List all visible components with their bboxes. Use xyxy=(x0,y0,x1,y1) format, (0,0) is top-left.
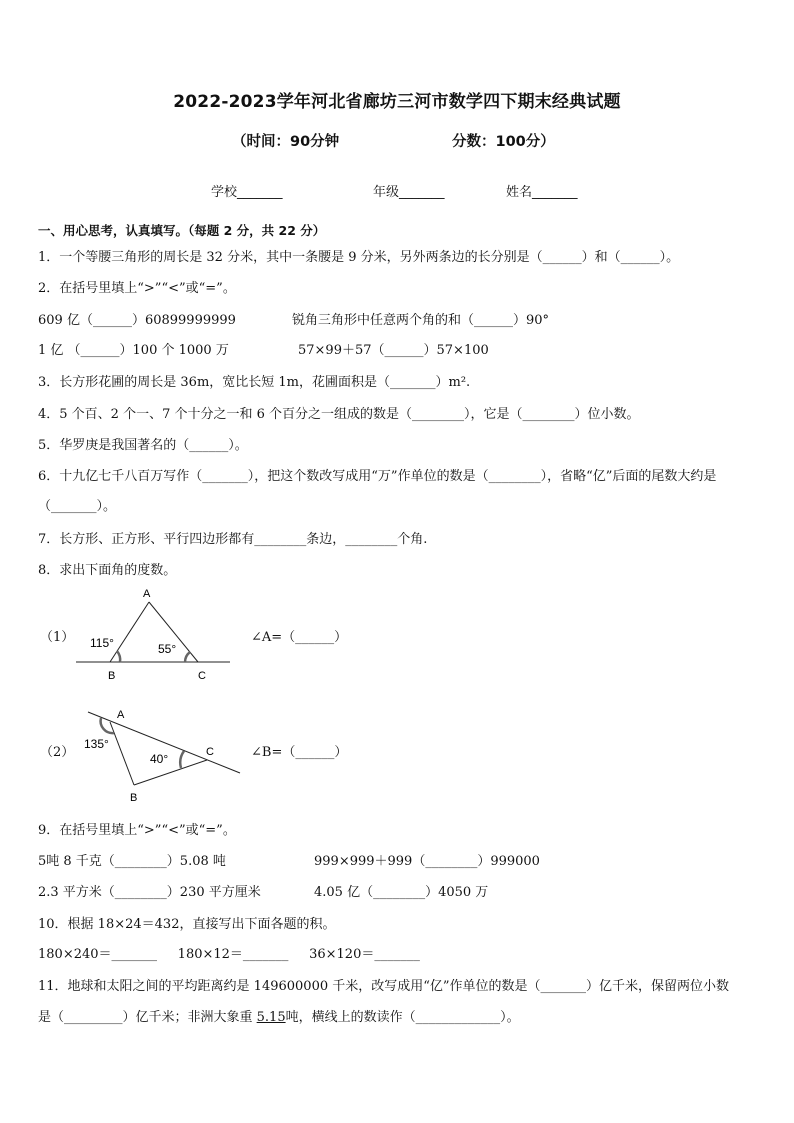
q10-items: 180×240＝_______ 180×12＝_______ 36×120＝_______ xyxy=(38,947,420,962)
arc-c xyxy=(185,652,190,662)
side-ab xyxy=(110,602,149,662)
angle-c-label: 40° xyxy=(150,752,169,766)
triangle-figure-1 xyxy=(70,585,240,685)
fig1-label: （1） xyxy=(40,630,75,645)
angle-b-label: 115° xyxy=(90,636,114,650)
fig2-label: （2） xyxy=(40,745,75,760)
question-6-line-2: （_______）。 xyxy=(38,499,117,514)
question-11-line-2 xyxy=(38,1009,520,1027)
question-9: 9．在括号里填上“>”“<”或“=”。 xyxy=(38,823,236,838)
q9-item-4: 4.05 亿（________）4050 万 xyxy=(314,885,489,900)
vertex-a-label: A xyxy=(117,709,125,721)
q2-item-2: 锐角三角形中任意两个角的和（______）90° xyxy=(292,313,550,328)
page-title: 2022-2023学年河北省廊坊三河市数学四下期末经典试题 xyxy=(173,92,621,112)
vertex-b-label: B xyxy=(130,792,138,804)
q2-item-4: 57×99＋57（______）57×100 xyxy=(298,343,489,358)
q9-item-1: 5吨 8 千克（________）5.08 吨 xyxy=(38,854,226,869)
question-5: 5．华罗庚是我国著名的（______）。 xyxy=(38,438,248,453)
fig1-answer: ∠A=（______） xyxy=(251,630,348,645)
question-10: 10．根据 18×24＝432，直接写出下面各题的积。 xyxy=(38,917,336,932)
fig2-answer: ∠B=（______） xyxy=(251,745,348,760)
school-field: 学校_______ xyxy=(211,185,283,200)
section-heading: 一、用心思考，认真填写。（每题 2 分，共 22 分） xyxy=(38,223,326,238)
vertex-a-label: A xyxy=(143,588,151,600)
side-bc xyxy=(134,760,207,785)
question-6-line-1: 6．十九亿七千八百万写作（_______），把这个数改写成用“万”作单位的数是（________），省略“亿”后面的尾数大约是 xyxy=(38,469,717,484)
angle-c-label: 55° xyxy=(158,642,177,656)
question-3: 3．长方形花圃的周长是 36m，宽比长短 1m，花圃面积是（_______）m². xyxy=(38,375,471,390)
question-2: 2．在括号里填上“>”“<”或“=”。 xyxy=(38,281,236,296)
question-4: 4．5 个百、2 个一、7 个十分之一和 6 个百分之一组成的数是（________），它是（________）位小数。 xyxy=(38,407,640,422)
vertex-b-label: B xyxy=(108,670,116,682)
time-label: （时间：90分钟 xyxy=(232,134,340,150)
question-7: 7．长方形、正方形、平行四边形都有________条边，________个角. xyxy=(38,532,428,547)
q9-item-2: 999×999＋999（________）999000 xyxy=(314,854,540,869)
name-field: 姓名_______ xyxy=(506,185,578,200)
question-1: 1．一个等腰三角形的周长是 32 分米，其中一条腰是 9 分米，另外两条边的长分别是（______）和（______）。 xyxy=(38,250,680,265)
q11-text-pre: 是（_________）亿千米；非洲大象重 xyxy=(38,1010,257,1025)
vertex-c-label: C xyxy=(198,670,206,682)
q2-item-3: 1 亿 （______）100 个 1000 万 xyxy=(38,343,229,358)
question-8: 8．求出下面角的度数。 xyxy=(38,563,177,578)
vertex-c-label: C xyxy=(206,746,214,758)
arc-c xyxy=(180,751,184,768)
grade-field: 年级_______ xyxy=(373,185,445,200)
side-ab xyxy=(110,722,134,785)
score-label: 分数：100分） xyxy=(452,134,555,150)
q9-item-3: 2.3 平方米（________）230 平方厘米 xyxy=(38,885,261,900)
triangle-figure-2 xyxy=(80,700,245,810)
q2-item-1: 609 亿（______）60899999999 xyxy=(38,313,236,328)
arc-b xyxy=(117,651,120,662)
angle-a-label: 135° xyxy=(84,737,109,751)
q11-text-post: 吨，横线上的数读作（_____________）。 xyxy=(285,1010,520,1025)
q11-underlined-number: 5.15 xyxy=(256,1010,286,1025)
question-11-line-1: 11．地球和太阳之间的平均距离约是 149600000 千米，改写成用“亿”作单位的数是（_______）亿千米，保留两位小数 xyxy=(38,979,730,994)
